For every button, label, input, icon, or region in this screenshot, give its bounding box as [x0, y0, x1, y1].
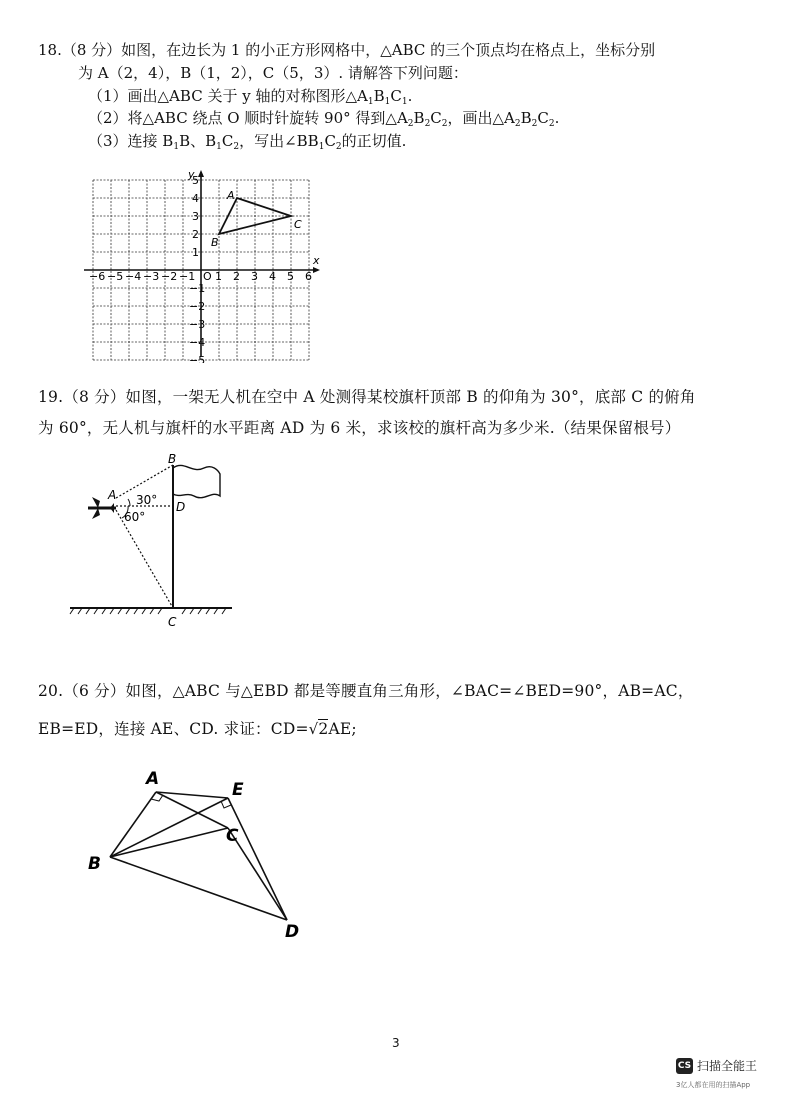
label-b: B — [211, 236, 219, 249]
label-c: C — [294, 218, 302, 231]
y-tick-label: 4 — [192, 192, 199, 205]
angle-label-30: 30° — [136, 493, 158, 507]
label-d: D — [285, 922, 300, 942]
y-tick-labels — [189, 174, 205, 363]
line-ac — [116, 510, 173, 608]
y-tick-label: 1 — [192, 246, 199, 259]
angle-label-60: 60° — [124, 510, 146, 524]
cs-logo-icon: CS — [676, 1058, 693, 1074]
q18-part3: （3）连接 $B_1B$、$B_1C_2$，写出$\angle BB_1C_2$的正切值. — [88, 132, 407, 152]
x-tick-label: −5 — [107, 270, 124, 283]
label-a: A — [227, 189, 235, 202]
label-e: E — [232, 780, 244, 800]
x-axis-arrow — [313, 267, 320, 273]
label-a: A — [108, 488, 117, 502]
y-tick-label: −5 — [189, 354, 206, 363]
x-tick-label: O — [203, 270, 212, 283]
label-b: B — [88, 854, 101, 874]
q18-part2: （2）将△ABC 绕点 O 顺时针旋转 90° 得到$\triangle A_2B_2C_2$，画出$\triangle A_2B_2C_2$. — [88, 109, 560, 129]
x-tick-label: 1 — [215, 270, 222, 283]
flag — [173, 465, 220, 497]
label-b: B — [168, 452, 177, 466]
q18-grid-figure — [80, 168, 330, 363]
x-tick-label: 2 — [233, 270, 240, 283]
angle-arc-30 — [128, 499, 130, 506]
y-tick-label: 5 — [192, 174, 199, 187]
page-number: 3 — [392, 1036, 400, 1050]
q19-figure — [62, 450, 262, 635]
y-tick-label: −4 — [189, 336, 206, 349]
y-tick-label: −1 — [189, 282, 206, 295]
y-tick-label: 3 — [192, 210, 199, 223]
q19-line1: 19.（8 分）如图，一架无人机在空中 A 处测得某校旗杆顶部 B 的仰角为 30°，底部 C 的俯角 — [38, 388, 696, 406]
y-tick-label: 2 — [192, 228, 199, 241]
x-tick-label: 3 — [251, 270, 258, 283]
x-axis-label: x — [313, 254, 320, 267]
seg-be — [110, 798, 228, 857]
label-c: C — [168, 615, 177, 629]
x-tick-label: 6 — [305, 270, 312, 283]
x-tick-label: −1 — [179, 270, 196, 283]
label-d: D — [176, 500, 186, 514]
x-tick-label: −3 — [143, 270, 160, 283]
x-tick-label: 4 — [269, 270, 276, 283]
label-a: A — [146, 769, 160, 789]
label-c: C — [226, 826, 239, 846]
y-axis-label: y — [188, 168, 195, 181]
sqrt-radicand: 2 — [318, 720, 329, 738]
q18-line1: 18.（8 分）如图，在边长为 1 的小正方形网格中，△ABC 的三个顶点均在格点上，坐标分别 — [38, 41, 656, 59]
logo-name: 扫描全能王 — [697, 1059, 758, 1073]
logo-tagline: 3亿人都在用的扫描App — [676, 1081, 751, 1089]
q20-line1: 20.（6 分）如图，△ABC 与△EBD 都是等腰直角三角形，∠BAC=∠BED=90°，AB=AC， — [38, 682, 694, 700]
scanner-logo — [676, 1058, 776, 1098]
x-tick-label: −6 — [89, 270, 106, 283]
q18-part1: （1）画出△ABC 关于 y 轴的对称图形$\triangle A_1B_1C_1$. — [88, 87, 413, 107]
q20-figure — [80, 760, 330, 950]
x-tick-label: −2 — [161, 270, 178, 283]
x-tick-label: 5 — [287, 270, 294, 283]
x-tick-label: −4 — [125, 270, 142, 283]
q18-line2: 为 A（2，4），B（1，2），C（5，3）. 请解答下列问题： — [78, 64, 468, 82]
y-tick-label: −2 — [189, 300, 206, 313]
y-tick-label: −3 — [189, 318, 206, 331]
q19-line2: 为 60°，无人机与旗杆的水平距离 AD 为 6 米，求该校的旗杆高为多少米.（结果保留根号） — [38, 419, 681, 437]
q20-line2: EB=ED，连接 AE、CD. 求证：CD=√2AE; — [38, 720, 357, 738]
